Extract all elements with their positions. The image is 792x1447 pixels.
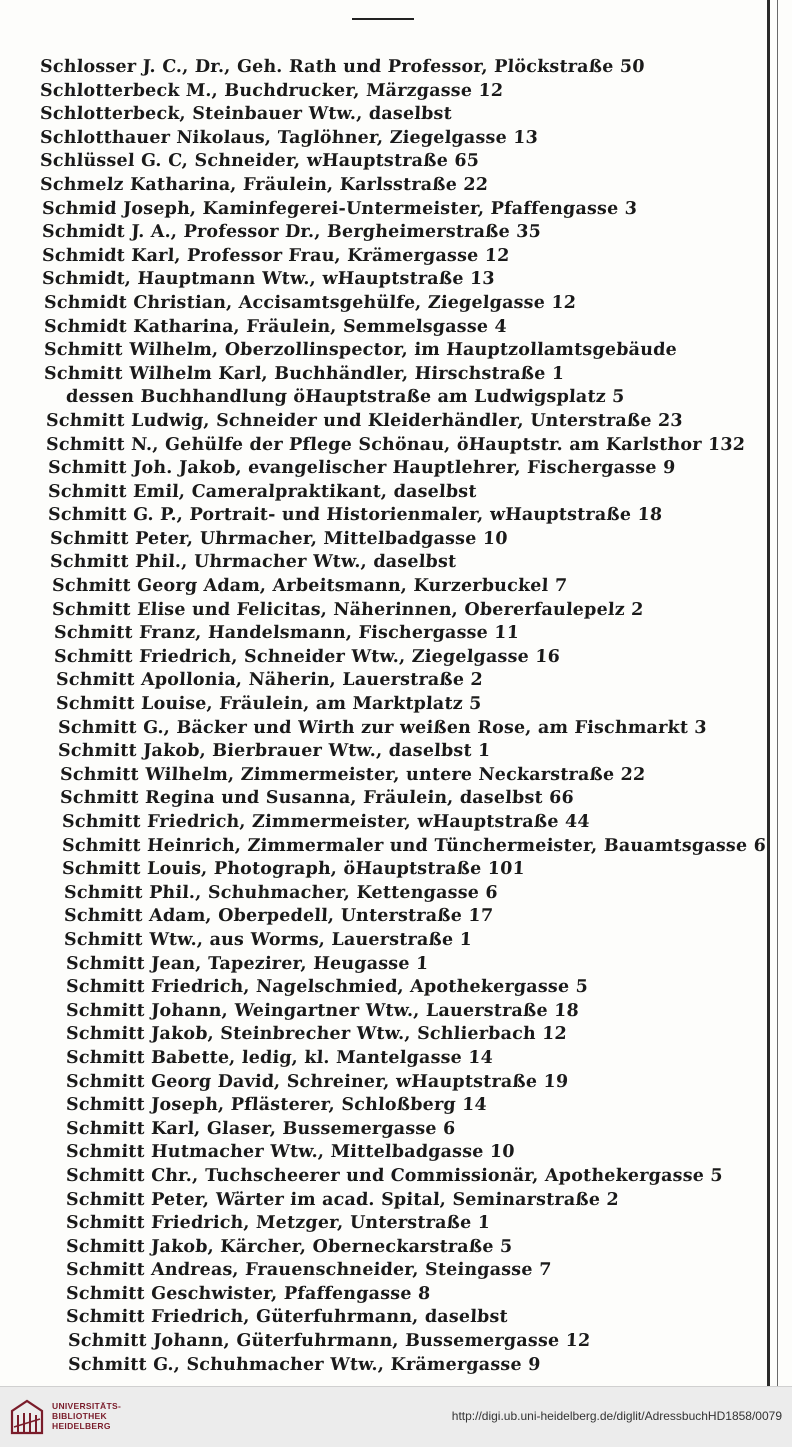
library-name-line: BIBLIOTHEK <box>52 1411 107 1421</box>
address-entry: Schmidt, Hauptmann Wtw., wHauptstraße 13 <box>41 269 496 290</box>
address-entry: Schmitt Jakob, Steinbrecher Wtw., Schlierbach 12 <box>65 1024 568 1045</box>
source-url[interactable]: http://digi.ub.uni-heidelberg.de/diglit/AdressbuchHD1858/0079 <box>451 1409 782 1423</box>
address-entry: Schmitt Elise und Felicitas, Näherinnen, Obererfaulepelz 2 <box>51 599 645 620</box>
address-entry: Schmidt Christian, Accisamtsgehülfe, Ziegelgasse 12 <box>43 292 577 313</box>
address-entry: Schmitt Hutmacher Wtw., Mittelbadgasse 10 <box>65 1142 516 1163</box>
address-entry: Schlotthauer Nikolaus, Taglöhner, Ziegelgasse 13 <box>39 127 539 148</box>
address-entry: Schmitt Emil, Cameralpraktikant, daselbst <box>47 481 478 502</box>
address-entry: Schmitt Joseph, Pflästerer, Schloßberg 14 <box>65 1095 488 1116</box>
address-entry: Schmitt Peter, Wärter im acad. Spital, Seminarstraße 2 <box>65 1189 620 1210</box>
top-rule <box>352 18 414 20</box>
address-entry: Schmitt Apollonia, Näherin, Lauerstraße 2 <box>55 670 484 691</box>
address-entry: Schmitt Jakob, Bierbrauer Wtw., daselbst 1 <box>57 741 491 762</box>
address-entry: Schmelz Katharina, Fräulein, Karlsstraße 22 <box>39 174 489 195</box>
address-entry: Schlotterbeck, Steinbauer Wtw., daselbst <box>39 104 453 125</box>
library-name-line: HEIDELBERG <box>52 1421 111 1431</box>
address-entry: Schmitt Georg Adam, Arbeitsmann, Kurzerbuckel 7 <box>51 576 568 597</box>
address-entry: Schmitt Karl, Glaser, Bussemergasse 6 <box>65 1118 456 1139</box>
address-entry: Schmitt Johann, Güterfuhrmann, Bussemergasse 12 <box>67 1331 591 1352</box>
address-entry: Schmitt Jakob, Kärcher, Oberneckarstraße 5 <box>65 1236 513 1257</box>
address-entry: Schmitt Franz, Handelsmann, Fischergasse 11 <box>53 623 520 644</box>
address-entry: Schmitt Heinrich, Zimmermaler und Tünchermeister, Bauamtsgasse 6 <box>61 835 767 856</box>
address-entry: Schmitt Friedrich, Metzger, Unterstraße 1 <box>65 1213 491 1234</box>
address-entry: Schmidt Katharina, Fräulein, Semmelsgasse 4 <box>43 316 508 337</box>
library-name-line: UNIVERSITÄTS- <box>52 1401 122 1411</box>
address-entry: Schmidt J. A., Professor Dr., Bergheimerstraße 35 <box>41 222 542 243</box>
address-entry: Schmitt G., Bäcker und Wirth zur weißen Rose, am Fischmarkt 3 <box>57 717 708 738</box>
address-entry: Schmitt G., Schuhmacher Wtw., Krämergasse 9 <box>67 1354 542 1375</box>
university-library-logo-icon <box>8 1397 46 1437</box>
address-entry: Schmitt Phil., Uhrmacher Wtw., daselbst <box>49 552 457 573</box>
address-entry: Schmitt Wilhelm, Zimmermeister, untere Neckarstraße 22 <box>59 764 646 785</box>
address-entry: dessen Buchhandlung öHauptstraße am Ludwigsplatz 5 <box>65 387 626 408</box>
address-entry-list <box>0 56 792 1377</box>
footer-bar <box>0 1386 792 1447</box>
address-entry: Schmitt Jean, Tapezirer, Heugasse 1 <box>65 953 429 974</box>
address-entry: Schmitt Wilhelm Karl, Buchhändler, Hirschstraße 1 <box>43 363 565 384</box>
address-entry: Schmitt Wtw., aus Worms, Lauerstraße 1 <box>63 929 473 950</box>
address-entry: Schmitt Louise, Fräulein, am Marktplatz 5 <box>55 694 483 715</box>
address-entry: Schlotterbeck M., Buchdrucker, Märzgasse 12 <box>39 80 504 101</box>
address-entry: Schmitt Babette, ledig, kl. Mantelgasse 14 <box>65 1047 494 1068</box>
address-entry: Schmitt Friedrich, Zimmermeister, wHauptstraße 44 <box>61 812 591 832</box>
address-entry: Schmitt Peter, Uhrmacher, Mittelbadgasse 10 <box>49 528 509 549</box>
address-entry: Schmitt Friedrich, Schneider Wtw., Ziegelgasse 16 <box>53 646 561 667</box>
address-entry: Schmitt G. P., Portrait- und Historienmaler, wHauptstraße 18 <box>47 505 663 526</box>
address-entry: Schmitt Friedrich, Güterfuhrmann, daselbst <box>65 1307 509 1328</box>
address-entry: Schlosser J. C., Dr., Geh. Rath und Professor, Plöckstraße 50 <box>39 57 646 77</box>
address-entry: Schmidt Karl, Professor Frau, Krämergasse 12 <box>41 245 511 266</box>
address-entry: Schmitt Adam, Oberpedell, Unterstraße 17 <box>63 906 494 927</box>
address-entry: Schmitt Ludwig, Schneider und Kleiderhändler, Unterstraße 23 <box>45 410 684 431</box>
address-entry: Schmitt Geschwister, Pfaffengasse 8 <box>65 1283 431 1304</box>
address-entry: Schmitt Georg David, Schreiner, wHauptstraße 19 <box>65 1071 569 1092</box>
address-entry: Schmitt Phil., Schuhmacher, Kettengasse 6 <box>63 882 499 903</box>
address-entry: Schmitt Johann, Weingartner Wtw., Lauerstraße 18 <box>65 1000 580 1021</box>
address-entry: Schmitt Wilhelm, Oberzollinspector, im Hauptzollamtsgebäude <box>43 340 678 361</box>
address-entry: Schmitt Friedrich, Nagelschmied, Apothekergasse 5 <box>65 977 589 998</box>
address-entry: Schmid Joseph, Kaminfegerei-Untermeister, Pfaffengasse 3 <box>41 198 638 219</box>
address-entry: Schmitt Louis, Photograph, öHauptstraße 101 <box>61 859 526 880</box>
address-entry: Schmitt Regina und Susanna, Fräulein, daselbst 66 <box>59 788 575 809</box>
address-entry: Schmitt N., Gehülfe der Pflege Schönau, öHauptstr. am Karlsthor 132 <box>45 434 746 455</box>
address-entry: Schlüssel G. C, Schneider, wHauptstraße 65 <box>39 151 480 172</box>
address-entry: Schmitt Joh. Jakob, evangelischer Hauptlehrer, Fischergasse 9 <box>47 458 676 479</box>
library-name <box>52 1401 121 1431</box>
address-entry: Schmitt Chr., Tuchscheerer und Commissionär, Apothekergasse 5 <box>65 1165 724 1186</box>
address-entry: Schmitt Andreas, Frauenschneider, Steingasse 7 <box>65 1260 552 1281</box>
